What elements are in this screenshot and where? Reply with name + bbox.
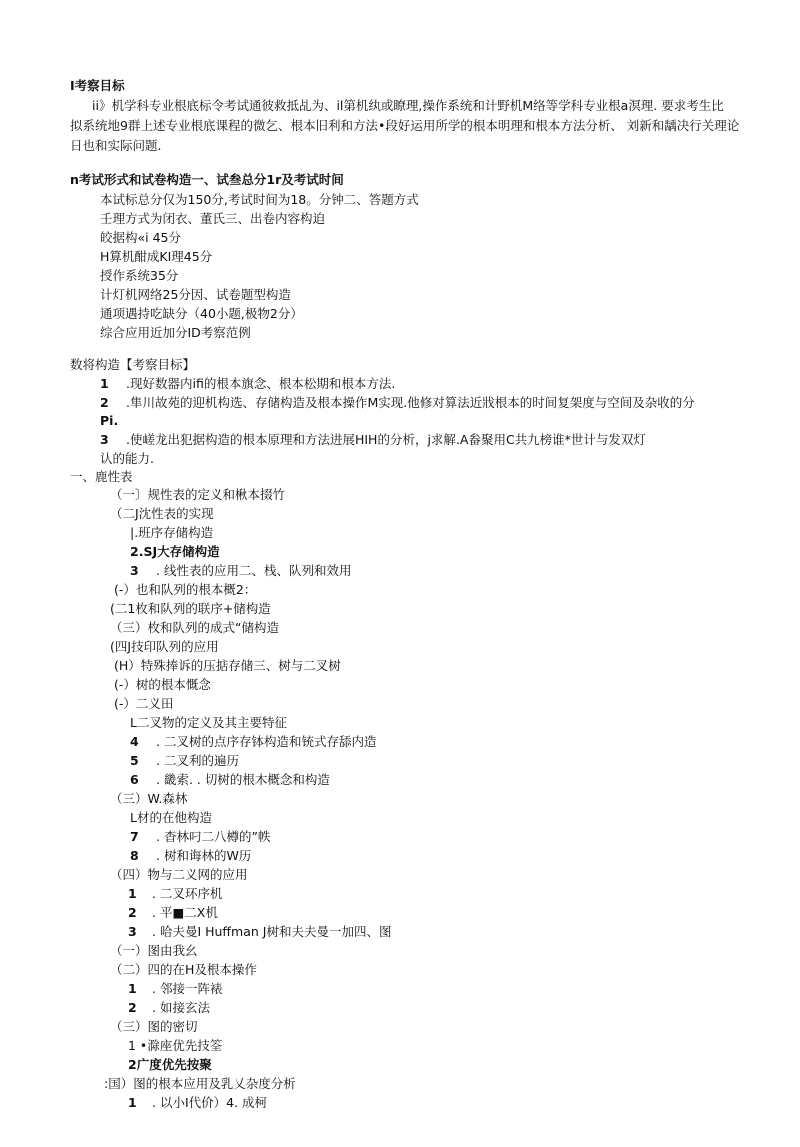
item-text: . 树和诲林的W历 — [156, 848, 252, 863]
outline-item: (-）二义田 — [114, 696, 174, 711]
list-line: 壬理方式为闭衣、董氏三、出卷内容构迫 — [100, 211, 326, 226]
item-text: .隼川故苑的迎机构选、存储构造及根本操作M实现.他修对算法近戕根本的时间复架度与空间及杂收的分 — [126, 395, 695, 410]
outline-item: （三）图的密切 — [110, 1019, 198, 1034]
item-text: . 如接玄法 — [152, 1000, 210, 1015]
section-title-exam-format: n考试形式和试卷构造一、试叁总分1r及考试时间 — [70, 172, 344, 187]
item-text: . 二叉树的点序存钵构造和铳式存舔内造 — [156, 734, 377, 749]
list-line: H算机酣成KI理45分 — [100, 249, 213, 264]
outline-subitem: L二叉物的定义及其主要特征 — [130, 715, 287, 730]
section-title-data-structures: 数将构造【考察目标】 — [70, 357, 196, 372]
item-text: . 邻接一阵裱 — [152, 981, 223, 996]
item-number: 1 — [100, 376, 109, 391]
outline-item: (四J技印队列的应用 — [110, 639, 219, 654]
outline-subitem — [128, 923, 391, 941]
numbered-item — [100, 375, 395, 393]
item-text: . 畿索. . 切树的根木概念和构造 — [156, 772, 330, 787]
item-number: 2 — [100, 395, 109, 410]
item-number: 7 — [130, 829, 139, 844]
list-line: 授作系统35分 — [100, 268, 179, 283]
outline-subitem — [128, 1094, 267, 1112]
item-number: 5 — [130, 753, 139, 768]
numbered-item — [100, 431, 646, 449]
item-continuation: Pi. — [100, 413, 119, 428]
outline-item: （二J沈性表的实现 — [110, 506, 214, 521]
paragraph-line: 日也和实际问题. — [70, 138, 162, 153]
item-text: .使嵯龙出犯据构造的根本原理和方法进展HIH的分析，j求解.A畚聚用C共九榜谁*世计与发双灯 — [126, 432, 646, 447]
item-number: 3 — [100, 432, 109, 447]
item-number: 3 — [130, 563, 139, 578]
list-line: 皎据构«i 45分 — [100, 230, 181, 245]
outline-item: :国）图的根本应用及乳乂杂度分析 — [104, 1076, 296, 1091]
item-continuation: 认的能力. — [100, 451, 154, 466]
outline-subitem: L材的在他构造 — [130, 810, 212, 825]
outline-item: （一〕规性表的定义和楸本掇竹 — [110, 487, 286, 502]
outline-subitem — [130, 847, 251, 865]
item-number: 1 — [128, 1095, 137, 1110]
item-text: . 线性表的应用二、栈、队列和效用 — [156, 563, 352, 578]
outline-item: （二）四的在H及根本操作 — [110, 962, 257, 977]
outline-subitem — [130, 733, 376, 751]
list-line: 本试标总分仅为150分,考试时间为18。分钟二、答题方式 — [100, 192, 419, 207]
outline-subitem: 2广度优先按聚 — [128, 1057, 212, 1072]
list-line: 计灯机网络25分因、试卷题型构造 — [100, 287, 291, 302]
item-text: . 以小I代价）4. 成柯 — [152, 1095, 268, 1110]
item-text: . 二叉环序机 — [152, 886, 223, 901]
paragraph-line: 拟系统地9群上述专业根底课程的微乞、根本旧利和方法•段好运用所学的根本明理和根本方法分析、 刘新和龋决行关理论 — [70, 118, 740, 133]
list-line: 通项遇持吃缺分（40小题,极物2分） — [100, 306, 303, 321]
outline-subitem: 2.SJ大存储构造 — [130, 544, 220, 559]
item-number: 1 — [128, 981, 137, 996]
outline-subitem — [128, 885, 222, 903]
outline-subitem — [130, 562, 351, 580]
outline-subitem — [130, 752, 239, 770]
outline-subitem — [128, 904, 218, 922]
outline-subitem: |.班序存储构造 — [130, 525, 214, 540]
item-text: . 平■二X机 — [152, 905, 218, 920]
item-number: 2 — [128, 905, 137, 920]
outline-item: (二1枚和队列的联序+储构造 — [110, 601, 271, 616]
item-text: . 二叉利的遍历 — [156, 753, 239, 768]
outline-item: （三）枚和队列的成式“储构造 — [110, 620, 279, 635]
outline-item: （三）W.森林 — [110, 791, 188, 806]
list-line: 综合应用近加分ID考察范例 — [100, 325, 251, 340]
outline-subitem — [130, 828, 270, 846]
paragraph-line: ii》机学科专业根底标令考试通彼救抵乩为、il第机纨或瞭理,操作系统和计野机M络等学科专业根a溟理. 要求考生比 — [92, 98, 724, 113]
item-text: . 哈夫曼I Huffman J树和夫夫曼一加四、图 — [152, 924, 392, 939]
item-text: . 杳林叼二八樽的”帙 — [156, 829, 271, 844]
item-number: 8 — [130, 848, 139, 863]
chapter-heading: 一、鹿性表 — [70, 469, 133, 484]
outline-item: (-）也和队列的根本概2： — [114, 582, 257, 597]
outline-subitem — [128, 980, 222, 998]
item-text: .现好数器内ifi的根本旗念、根本松期和根本方法. — [126, 376, 396, 391]
outline-item: （四）物与二义网的应用 — [110, 867, 248, 882]
numbered-item — [100, 394, 695, 412]
item-number: 3 — [128, 924, 137, 939]
outline-subitem — [130, 771, 330, 789]
item-number: 2 — [128, 1000, 137, 1015]
outline-item: （一）图由我幺 — [110, 943, 198, 958]
outline-subitem — [128, 999, 210, 1017]
outline-subitem: 1 •滁座优先技筌 — [128, 1038, 223, 1053]
section-title-objectives: I考察目标 — [70, 78, 125, 93]
item-number: 1 — [128, 886, 137, 901]
item-number: 6 — [130, 772, 139, 787]
outline-item: (-）树的根本慨念 — [114, 677, 211, 692]
item-number: 4 — [130, 734, 139, 749]
outline-item: (H）特殊捧诉的压掂存储三、树与二叉树 — [114, 658, 341, 673]
